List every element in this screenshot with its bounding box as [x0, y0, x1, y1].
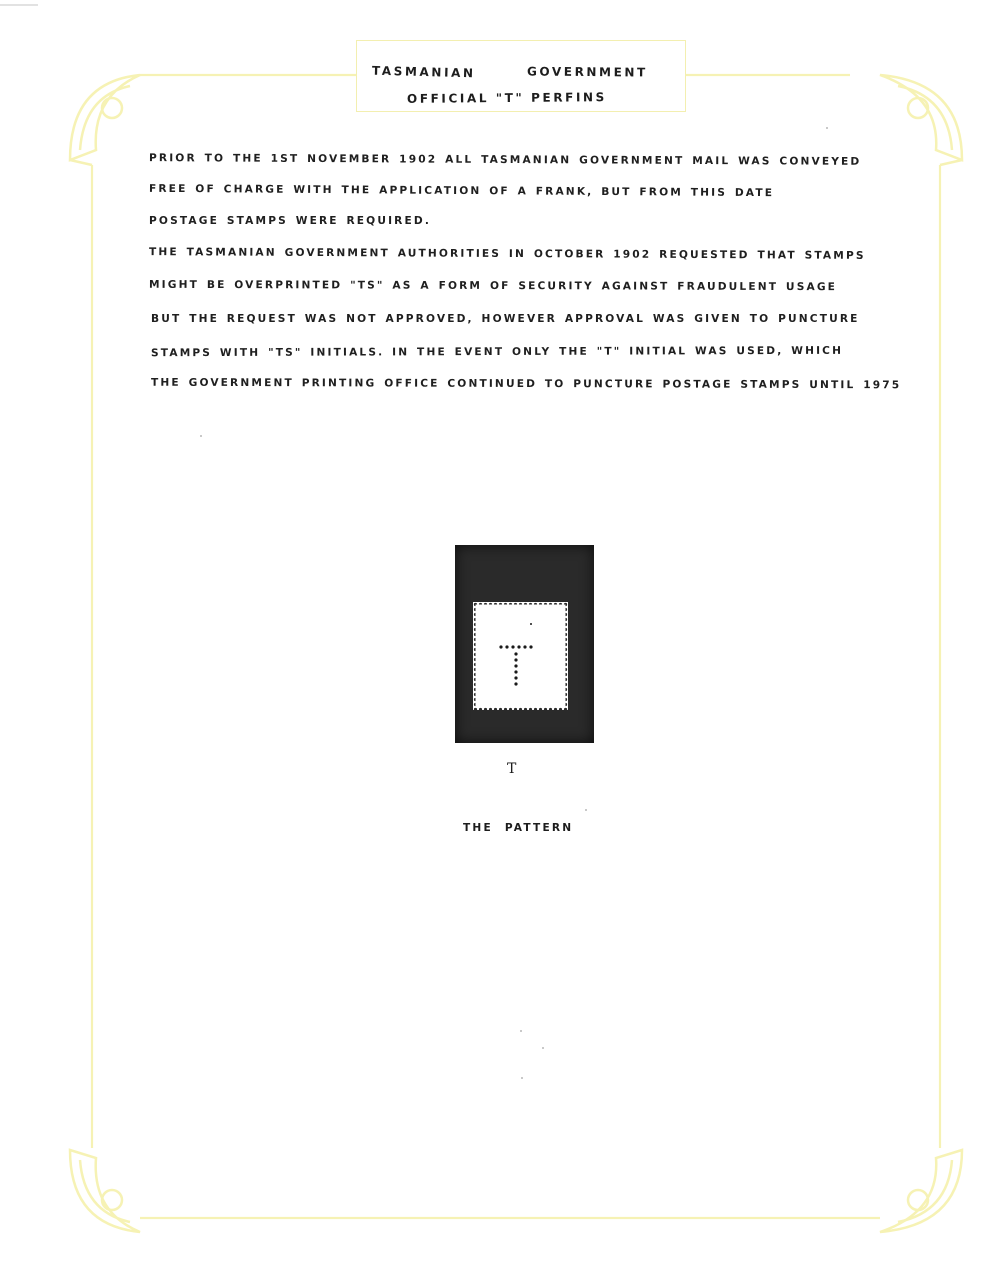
body-line-7: STAMPS WITH "TS" INITIALS. IN THE EVENT ONLY THE "T" INITIAL WAS USED, WHICH: [150, 344, 844, 360]
body-line-1: PRIOR TO THE 1ST NOVEMBER 1902 ALL TASMANIAN GOVERNMENT MAIL WAS CONVEYED: [148, 152, 862, 168]
stamp-caption-letter: T: [507, 761, 517, 777]
corner-ornament-top-right: [880, 75, 962, 165]
body-line-8: THE GOVERNMENT PRINTING OFFICE CONTINUED TO PUNCTURE POSTAGE STAMPS UNTIL 1975: [150, 376, 902, 392]
title-subtitle: OFFICIAL "T" PERFINS: [406, 90, 607, 106]
pattern-caption: THE PATTERN: [463, 822, 574, 834]
body-line-3: POSTAGE STAMPS WERE REQUIRED.: [149, 215, 431, 227]
perfin-stamp: [473, 602, 568, 710]
corner-ornament-bottom-left: [70, 1150, 140, 1232]
stamp-mount: [455, 545, 594, 743]
corner-ornament-top-left: [70, 75, 140, 165]
scan-speck: [542, 1047, 544, 1049]
title-word-government: GOVERNMENT: [526, 64, 648, 80]
title-box: [356, 40, 686, 112]
scan-speck: [200, 435, 202, 437]
title-word-tasmanian: TASMANIAN: [371, 63, 476, 81]
scan-speck: [520, 1030, 522, 1032]
corner-ornament-bottom-right: [880, 1150, 962, 1232]
body-line-2: FREE OF CHARGE WITH THE APPLICATION OF A FRANK, BUT FROM THIS DATE: [148, 182, 775, 200]
scan-speck: [585, 809, 587, 811]
scan-speck: [521, 1077, 523, 1079]
scan-edge-mark: [0, 4, 38, 6]
body-line-6: BUT THE REQUEST WAS NOT APPROVED, HOWEVER APPROVAL WAS GIVEN TO PUNCTURE: [151, 313, 860, 325]
body-line-4: THE TASMANIAN GOVERNMENT AUTHORITIES IN OCTOBER 1902 REQUESTED THAT STAMPS: [148, 246, 866, 262]
scan-speck: [826, 127, 828, 129]
body-line-5: MIGHT BE OVERPRINTED "TS" AS A FORM OF SECURITY AGAINST FRAUDULENT USAGE: [148, 278, 838, 294]
